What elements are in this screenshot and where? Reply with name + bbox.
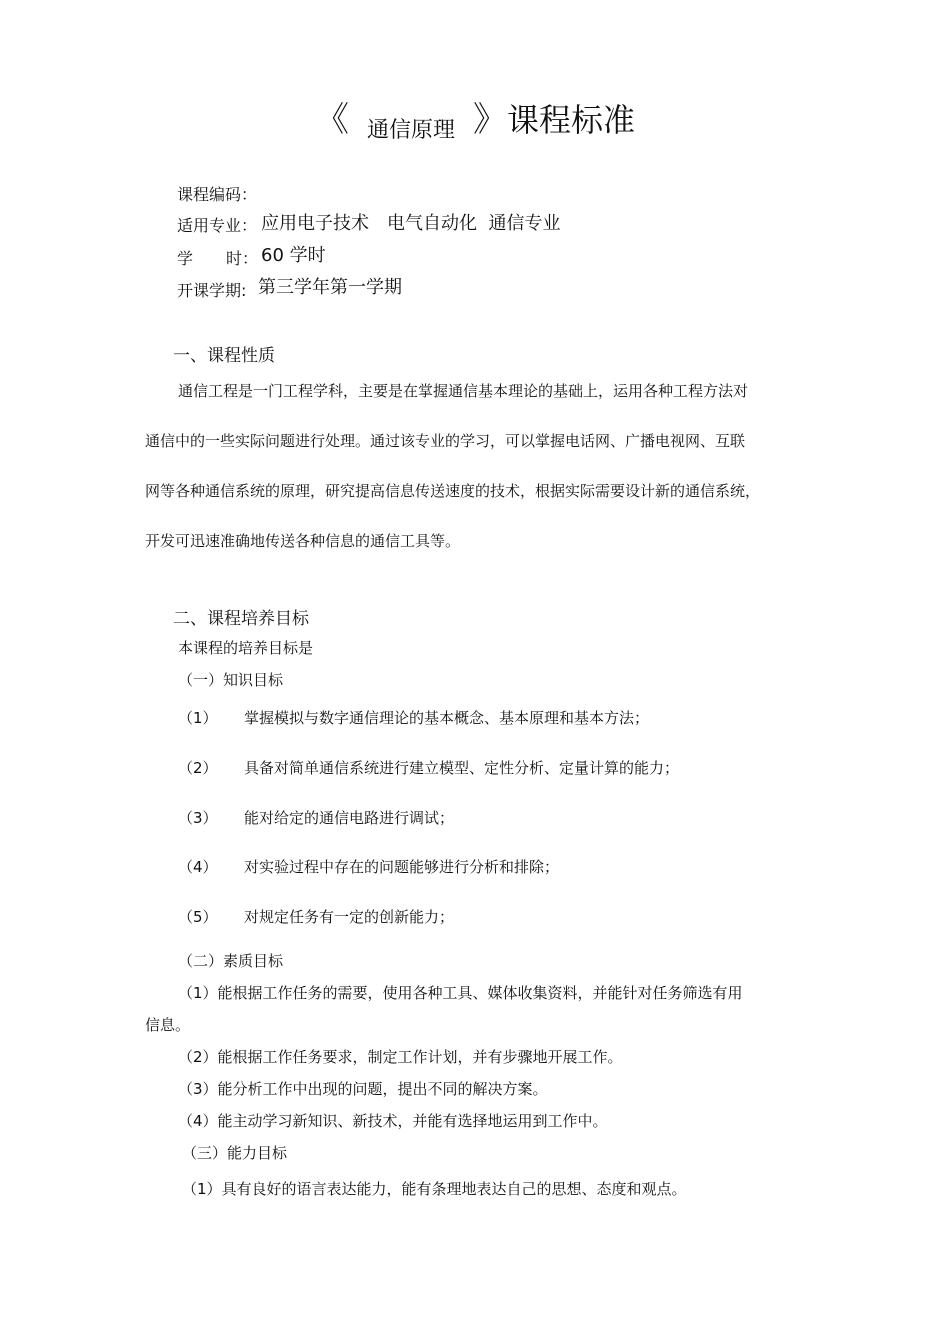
list-item-number: （2） [178, 759, 218, 777]
ability-item: （1）具有良好的语言表达能力，能有条理地表达自己的思想、态度和观点。 [182, 1180, 687, 1198]
list-item-text: 对规定任务有一定的创新能力； [244, 908, 455, 926]
document-title [0, 92, 950, 141]
title-suffix: 课程标准 [507, 101, 636, 139]
list-item-number: （3） [178, 809, 218, 827]
list-item-text: 对实验过程中存在的问题能够进行分析和排除； [244, 858, 560, 876]
section-heading-goals: 二、课程培养目标 [173, 609, 309, 629]
subheading-knowledge: （一）知识目标 [178, 671, 284, 689]
list-item-number: （4） [178, 858, 218, 876]
list-item-number: （5） [178, 908, 218, 926]
semester-label: 开课学期: [177, 281, 247, 300]
list-item-text: 能对给定的通信电路进行调试； [244, 809, 455, 827]
subheading-ability: （三）能力目标 [182, 1144, 288, 1162]
quality-item-continuation: 信息。 [145, 1016, 191, 1034]
list-item-number: （1） [178, 709, 218, 727]
course-code-label: 课程编码： [177, 185, 258, 204]
quality-item: （4）能主动学习新知识、新技术，并能有选择地运用到工作中。 [178, 1112, 608, 1130]
major-label: 适用专业： [177, 216, 258, 235]
paragraph-line: 通信工程是一门工程学科，主要是在掌握通信基本理论的基础上，运用各种工程方法对 [178, 382, 749, 400]
title-close-bracket: 》 [473, 100, 507, 140]
hours-label-second: 时： [226, 249, 259, 268]
paragraph-line: 通信中的一些实际问题进行处理。通过该专业的学习，可以掌握电话网、广播电视网、互联 [145, 432, 746, 450]
paragraph-line: 开发可迅速准确地传送各种信息的通信工具等。 [145, 532, 461, 550]
subheading-quality: （二）素质目标 [178, 952, 284, 970]
quality-item: （3）能分析工作中出现的问题，提出不同的解决方案。 [178, 1080, 548, 1098]
course-name: 通信原理 [366, 118, 455, 143]
quality-item: （1）能根据工作任务的需要，使用各种工具、媒体收集资料，并能针对任务筛选有用 [178, 984, 743, 1002]
major-value: 应用电子技术 电气自动化 通信专业 [261, 213, 561, 234]
hours-value: 60 学时 [261, 245, 326, 266]
hours-label-first: 学 [177, 249, 194, 268]
list-item-text: 具备对简单通信系统进行建立模型、定性分析、定量计算的能力； [244, 759, 680, 777]
list-item-text: 掌握模拟与数字通信理论的基本概念、基本原理和基本方法； [244, 709, 650, 727]
goals-intro: 本课程的培养目标是 [178, 639, 314, 657]
title-open-bracket: 《 [314, 100, 349, 140]
section-heading-nature: 一、课程性质 [173, 346, 275, 366]
quality-item: （2）能根据工作任务要求，制定工作计划，并有步骤地开展工作。 [178, 1048, 623, 1066]
semester-value: 第三学年第一学期 [258, 277, 402, 298]
paragraph-line: 网等各种通信系统的原理，研究提高信息传送速度的技术，根据实际需要设计新的通信系统， [145, 482, 761, 500]
